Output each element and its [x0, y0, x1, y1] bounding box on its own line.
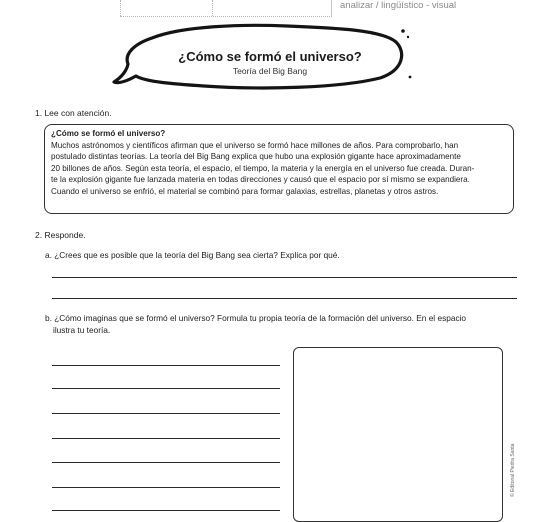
answer-line-b[interactable]	[52, 487, 280, 488]
top-divider	[212, 0, 213, 16]
instruction-1: 1. Lee con atención.	[35, 108, 112, 118]
answer-line-b[interactable]	[52, 462, 280, 463]
instruction-2: 2. Responde.	[35, 230, 86, 240]
reading-line: te la explosión gigante fue lanzada materia en todas direcciones y causó que el espacio por sí mismo se expandiera.	[51, 175, 470, 185]
reading-line: Cuando el universo se enfrió, el material se combinó para formar galaxias, estrellas, planetas y otros astros.	[51, 186, 439, 196]
reading-line: 20 billones de años. Según esta teoría, el espacio, el tiempo, la materia y la energía en el universo fue creada. Duran-	[51, 163, 475, 173]
page-title: ¿Cómo se formó el universo?	[178, 49, 362, 64]
skills-label: analizar / lingüístico - visual	[340, 0, 457, 11]
top-dotted-line	[120, 16, 332, 17]
question-a: a. ¿Crees que es posible que la teoría del Big Bang sea cierta? Explica por qué.	[45, 250, 340, 260]
reading-line: postulado distintas teorías. La teoría del Big Bang explica que hubo una explosión gigante hace aproximadamente	[51, 152, 461, 162]
answer-line-b[interactable]	[52, 388, 280, 389]
illustration-box[interactable]	[293, 347, 503, 522]
copyright-note: © Editorial Piedra Santa	[510, 443, 516, 497]
answer-line-b[interactable]	[52, 365, 280, 366]
reading-title: ¿Cómo se formó el universo?	[51, 129, 166, 138]
top-divider	[120, 0, 121, 16]
question-b-line: b. ¿Cómo imaginas que se formó el universo? Formula tu propia teoría de la formación del universo. En el espacio	[45, 313, 467, 323]
top-divider	[331, 0, 332, 16]
answer-line-a[interactable]	[52, 277, 517, 278]
answer-line-b[interactable]	[52, 510, 280, 511]
top-bar	[0, 0, 550, 16]
answer-line-b[interactable]	[52, 413, 280, 414]
page-subtitle: Teoría del Big Bang	[232, 66, 308, 76]
question-b	[45, 313, 466, 337]
answer-line-b[interactable]	[52, 438, 280, 439]
answer-line-a[interactable]	[52, 298, 517, 299]
reading-box	[44, 124, 514, 214]
reading-line: Muchos astrónomos y científicos afirman que el universo se formó hace millones de años. Para comprobarlo, han	[51, 140, 459, 150]
question-b-line: ilustra tu teoría.	[53, 324, 111, 335]
